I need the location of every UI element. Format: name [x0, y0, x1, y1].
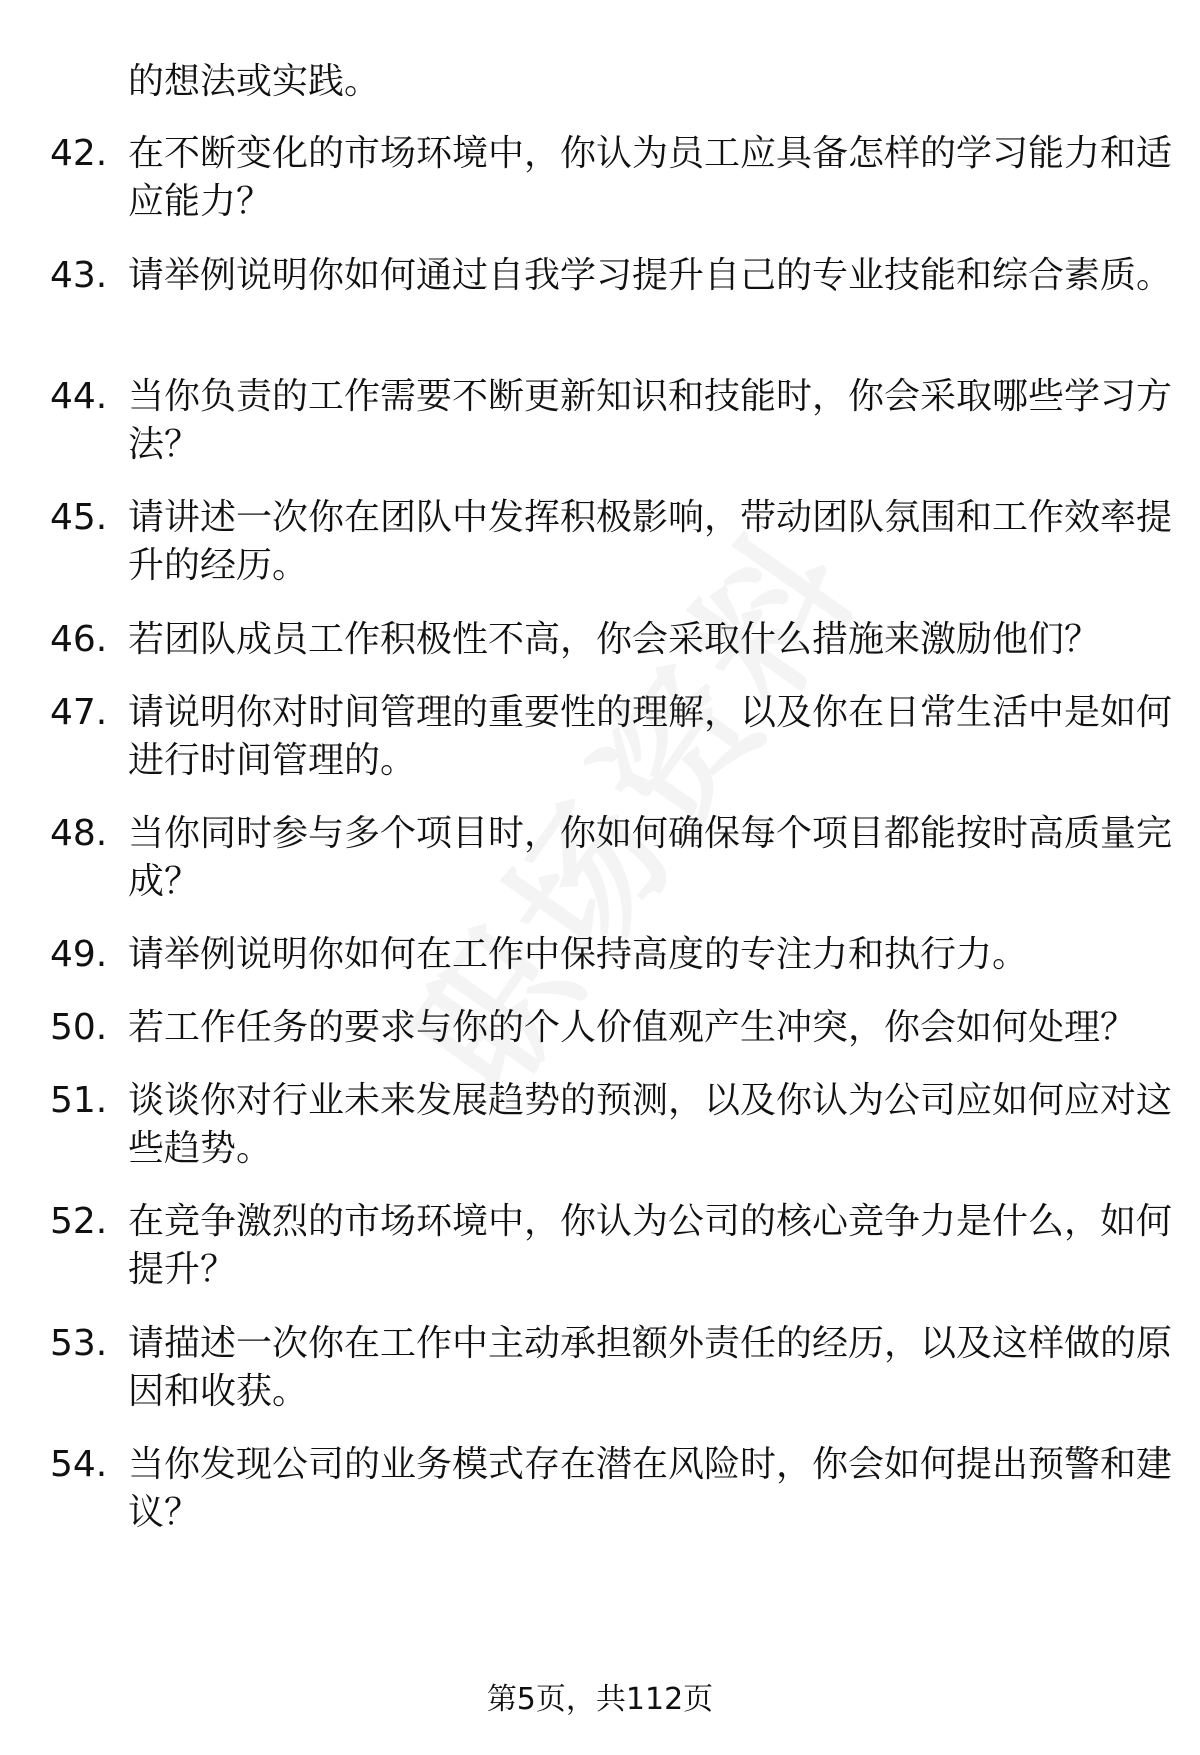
item-number: 42. — [50, 133, 108, 174]
item-number: 49. — [50, 934, 108, 975]
item-number: 53. — [50, 1323, 108, 1364]
item-number: 46. — [50, 619, 108, 660]
item-text: 请举例说明你如何在工作中保持高度的专注力和执行力。 — [128, 934, 1029, 975]
item-text: 请描述一次你在工作中主动承担额外责任的经历，以及这样做的原因和收获。 — [128, 1323, 1173, 1412]
item-text: 若团队成员工作积极性不高，你会采取什么措施来激励他们？ — [128, 619, 1101, 660]
item-number: 47. — [50, 692, 108, 733]
item-number: 43. — [50, 255, 108, 296]
item-number: 52. — [50, 1201, 108, 1242]
item-number: 50. — [50, 1007, 108, 1048]
item-text: 当你负责的工作需要不断更新知识和技能时，你会采取哪些学习方法？ — [128, 376, 1173, 465]
item-number: 44. — [50, 376, 108, 417]
item-text: 请讲述一次你在团队中发挥积极影响，带动团队氛围和工作效率提升的经历。 — [128, 497, 1173, 586]
item-text: 若工作任务的要求与你的个人价值观产生冲突，你会如何处理？ — [128, 1007, 1137, 1048]
item-text: 谈谈你对行业未来发展趋势的预测，以及你认为公司应如何应对这些趋势。 — [128, 1080, 1173, 1169]
item-text: 在竞争激烈的市场环境中，你认为公司的核心竞争力是什么，如何提升？ — [128, 1201, 1173, 1290]
item-text: 请说明你对时间管理的重要性的理解，以及你在日常生活中是如何进行时间管理的。 — [128, 692, 1173, 781]
item-number: 54. — [50, 1444, 108, 1485]
page-number: 第5页，共112页 — [486, 1682, 714, 1717]
continuation-text: 的想法或实践。 — [128, 61, 381, 102]
item-number: 48. — [50, 813, 108, 854]
item-number: 51. — [50, 1080, 108, 1121]
item-text: 在不断变化的市场环境中，你认为员工应具备怎样的学习能力和适应能力？ — [128, 133, 1173, 222]
item-text: 请举例说明你如何通过自我学习提升自己的专业技能和综合素质。 — [128, 255, 1173, 296]
item-text: 当你同时参与多个项目时，你如何确保每个项目都能按时高质量完成？ — [128, 813, 1173, 902]
item-number: 45. — [50, 497, 108, 538]
item-text: 当你发现公司的业务模式存在潜在风险时，你会如何提出预警和建议？ — [128, 1444, 1173, 1533]
